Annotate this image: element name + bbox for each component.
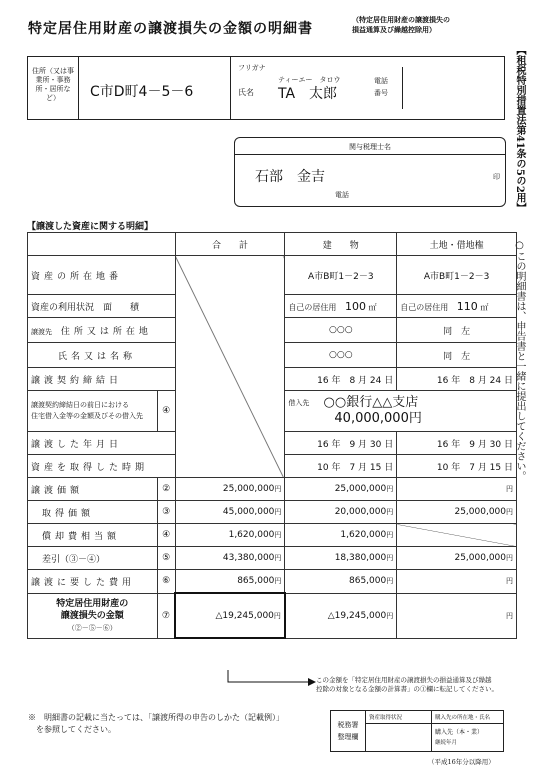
net-land-value: 25,000,000: [454, 553, 506, 563]
table-row: [28, 256, 517, 295]
loss-total: [175, 593, 285, 638]
total-column-diagonal: [175, 256, 285, 478]
depr-land-diagonal: [397, 524, 517, 547]
usage-building-prefix: 自己の居住用: [288, 302, 337, 312]
buyer-address-land: 同 左: [397, 318, 517, 343]
depr-circle: ④: [157, 524, 175, 547]
buyer-name-label: 氏名又は名称: [28, 343, 176, 368]
loss-building: [285, 593, 397, 638]
address-value: C市D町4－5－6: [90, 84, 194, 100]
acq-cost-total: [175, 501, 285, 524]
yen-unit: 円: [386, 554, 394, 562]
loan-detail: [285, 391, 517, 432]
table-row: [28, 570, 517, 594]
tax-accountant-box: [234, 137, 506, 207]
side-law-note: 【租税特別措置法第41条の5の2用】: [514, 45, 525, 213]
side-instruction: ○この明細書は、申告書と一緒に提出してください。: [514, 240, 525, 481]
arrow-icon: [220, 670, 320, 690]
furigana-value: ティーエー タロウ: [278, 76, 341, 84]
header-divider: [230, 57, 231, 119]
loan-circle: ④: [157, 391, 175, 432]
yen-unit: 円: [506, 508, 513, 516]
office-col4: 継続年月: [435, 740, 458, 746]
yen-unit: 円: [386, 485, 394, 493]
unit-area: ㎡: [368, 302, 377, 312]
yen-unit: 円: [506, 485, 513, 493]
yen-unit: 円: [506, 554, 513, 562]
exp-circle: ⑥: [157, 570, 175, 594]
transfer-date-building: 16 年 9 月 30 日: [285, 432, 397, 455]
office-label2: 整理欄: [337, 733, 359, 741]
yen-unit: 円: [274, 531, 282, 539]
unit-area: ㎡: [480, 302, 489, 312]
table-row: [28, 593, 517, 638]
yen-unit: 円: [274, 508, 282, 516]
office-divider3: [365, 723, 503, 724]
buyer-name-building: ○○○: [285, 343, 397, 368]
acq-cost-building-value: 20,000,000: [334, 507, 387, 517]
acquire-date-label: 資産を取得した時期: [28, 455, 176, 478]
yen-unit: 円: [386, 531, 394, 539]
net-circle: ⑤: [157, 547, 175, 570]
loss-label-line1: 特定居住用財産の: [56, 598, 129, 609]
loss-label-line3: （②－⑤－⑥）: [67, 623, 117, 632]
furigana-label: フリガナ: [238, 64, 266, 72]
col-total-header: 合 計: [175, 233, 285, 256]
form-code: （平成16年分以降用）: [428, 758, 495, 766]
form-title: 特定居住用財産の譲渡損失の金額の明細書: [28, 21, 313, 37]
name-value: TA 太郎: [278, 86, 338, 102]
transfer-date-land: 16 年 9 月 30 日: [397, 432, 517, 455]
exp-total: [175, 570, 285, 594]
usage-land: [397, 295, 517, 318]
price-total-value: 25,000,000: [222, 484, 275, 494]
price-total: [175, 478, 285, 501]
acq-cost-label: 取得価額: [28, 501, 158, 524]
location-label: 資産の所在地番: [28, 256, 176, 295]
usage-land-area: 110: [456, 299, 478, 313]
title-note-line2: 損益通算及び繰越控除用）: [352, 25, 436, 34]
arrow-note-line1: この金額を「特定居住用財産の譲渡損失の損益通算及び繰越: [316, 676, 492, 684]
phone-label: 電話番号: [374, 77, 388, 97]
price-building: [285, 478, 397, 501]
contract-date-building: 16 年 8 月 24 日: [285, 368, 397, 391]
arrow-note: [316, 676, 498, 694]
asset-detail-table: [27, 232, 517, 639]
yen-unit: 円: [273, 611, 281, 620]
transfer-date-label: 譲渡した年月日: [28, 432, 176, 455]
price-label: 譲渡価額: [28, 478, 158, 501]
acq-cost-building: [285, 501, 397, 524]
loan-label-line2: 住宅借入金等の金額及びその借入先: [31, 412, 143, 420]
contract-date-land: 16 年 8 月 24 日: [397, 368, 517, 391]
tax-accountant-name: 石部 金吉: [255, 169, 325, 185]
yen-unit: 円: [274, 554, 282, 562]
footnote: [28, 712, 284, 736]
exp-building-value: 865,000: [349, 576, 387, 587]
form-title-note: [352, 15, 450, 35]
section-title: 【譲渡した資産に関する明細】: [27, 222, 154, 232]
buyer-address-label-cell: [28, 318, 176, 343]
col-building-header: 建 物: [285, 233, 397, 256]
yen-unit: 円: [386, 508, 394, 516]
tax-accountant-divider: [235, 154, 505, 155]
usage-label: 資産の利用状況 面 積: [28, 295, 176, 318]
acq-cost-circle: ③: [157, 501, 175, 524]
acquire-date-building: 10 年 7 月 15 日: [285, 455, 397, 478]
acq-cost-land-value: 25,000,000: [454, 507, 506, 517]
office-divider2: [431, 711, 432, 751]
col-land-header: 土地・借地権: [397, 233, 517, 256]
table-header-row: [28, 233, 517, 256]
loan-label-line1: 譲渡契約締結日の前日における: [31, 401, 129, 409]
yen-unit: 円: [506, 577, 513, 586]
depr-total: [175, 524, 285, 547]
tax-accountant-phone-label: 電話: [335, 191, 349, 199]
loss-circle: ⑦: [157, 593, 175, 638]
yen-unit: 円: [274, 485, 282, 493]
location-land: A市B町1－2－3: [397, 256, 517, 295]
price-building-value: 25,000,000: [334, 484, 387, 494]
office-use-box: [330, 710, 504, 752]
office-label1: 税務署: [337, 721, 359, 729]
name-label: 氏名: [238, 88, 254, 97]
yen-unit: 円: [386, 611, 394, 620]
net-building-value: 18,380,000: [334, 553, 387, 563]
loan-label: [28, 391, 158, 432]
seal-mark: 印: [493, 173, 500, 181]
buyer-address-building: ○○○: [285, 318, 397, 343]
buyer-group-label: 譲渡先: [31, 327, 52, 336]
loss-building-value: △19,245,000: [327, 610, 387, 621]
loan-lender: ○○銀行△△支店: [323, 395, 419, 410]
depr-label: 償却費相当額: [28, 524, 158, 547]
footnote-line2: を参照してください。: [28, 725, 116, 734]
usage-land-prefix: 自己の居住用: [400, 302, 449, 312]
tax-accountant-label: 関与税理士名: [349, 143, 391, 151]
table-row: [28, 501, 517, 524]
office-col2: 購入先の所在地・氏名: [435, 715, 491, 721]
yen-unit: 円: [386, 577, 394, 586]
exp-total-value: 865,000: [237, 576, 275, 586]
address-label-cell: [28, 57, 79, 119]
loss-label-line2: 譲渡損失の金額: [60, 610, 124, 621]
acq-cost-land: [397, 501, 517, 524]
arrow-note-line2: 控除の対象となる金額の計算書」の①欄に転記してください。: [316, 685, 498, 693]
buyer-address-label: 住所又は所在地: [60, 326, 152, 337]
location-building: A市B町1－2－3: [285, 256, 397, 295]
usage-building-area: 100: [344, 299, 366, 313]
loan-amount: 40,000,000円: [334, 411, 422, 426]
exp-building: [285, 570, 397, 594]
net-total-value: 43,380,000: [222, 553, 275, 563]
price-land: [397, 478, 517, 501]
office-labels: [333, 719, 363, 743]
acquire-date-land: 10 年 7 月 15 日: [397, 455, 517, 478]
loss-total-value: △19,245,000: [215, 610, 274, 621]
yen-unit: 円: [274, 577, 282, 585]
contract-date-label: 譲渡契約締結日: [28, 368, 176, 391]
acq-cost-total-value: 45,000,000: [222, 507, 275, 517]
net-building: [285, 547, 397, 570]
table-row: [28, 524, 517, 547]
table-row: [28, 547, 517, 570]
net-label: 差引（③－④）: [28, 547, 158, 570]
depr-building-value: 1,620,000: [340, 530, 387, 540]
office-divider1: [365, 711, 366, 751]
net-land: [397, 547, 517, 570]
loss-land: [397, 593, 517, 638]
exp-label: 譲渡に要した費用: [28, 570, 158, 594]
depr-total-value: 1,620,000: [228, 530, 275, 540]
office-col3: 購入先（本・業）: [435, 729, 484, 736]
yen-unit: 円: [506, 611, 513, 620]
loan-prefix: 借入先: [288, 399, 310, 407]
loss-label: [28, 593, 158, 638]
buyer-name-land: 同 左: [397, 343, 517, 368]
usage-building: [285, 295, 397, 318]
taxpayer-header-box: [27, 56, 505, 120]
phone-divider: [402, 67, 403, 109]
office-col1: 資産取得状況: [369, 715, 403, 721]
title-note-line1: （特定居住用財産の譲渡損失の: [352, 15, 450, 24]
price-circle: ②: [157, 478, 175, 501]
address-label: 住所（又は事業所・事務所・居所など）: [32, 67, 74, 102]
exp-land: [397, 570, 517, 594]
depr-building: [285, 524, 397, 547]
footnote-line1: ※ 明細書の記載に当たっては、「譲渡所得の申告のしかた（記載例）」: [28, 713, 284, 722]
net-total: [175, 547, 285, 570]
table-row: [28, 478, 517, 501]
